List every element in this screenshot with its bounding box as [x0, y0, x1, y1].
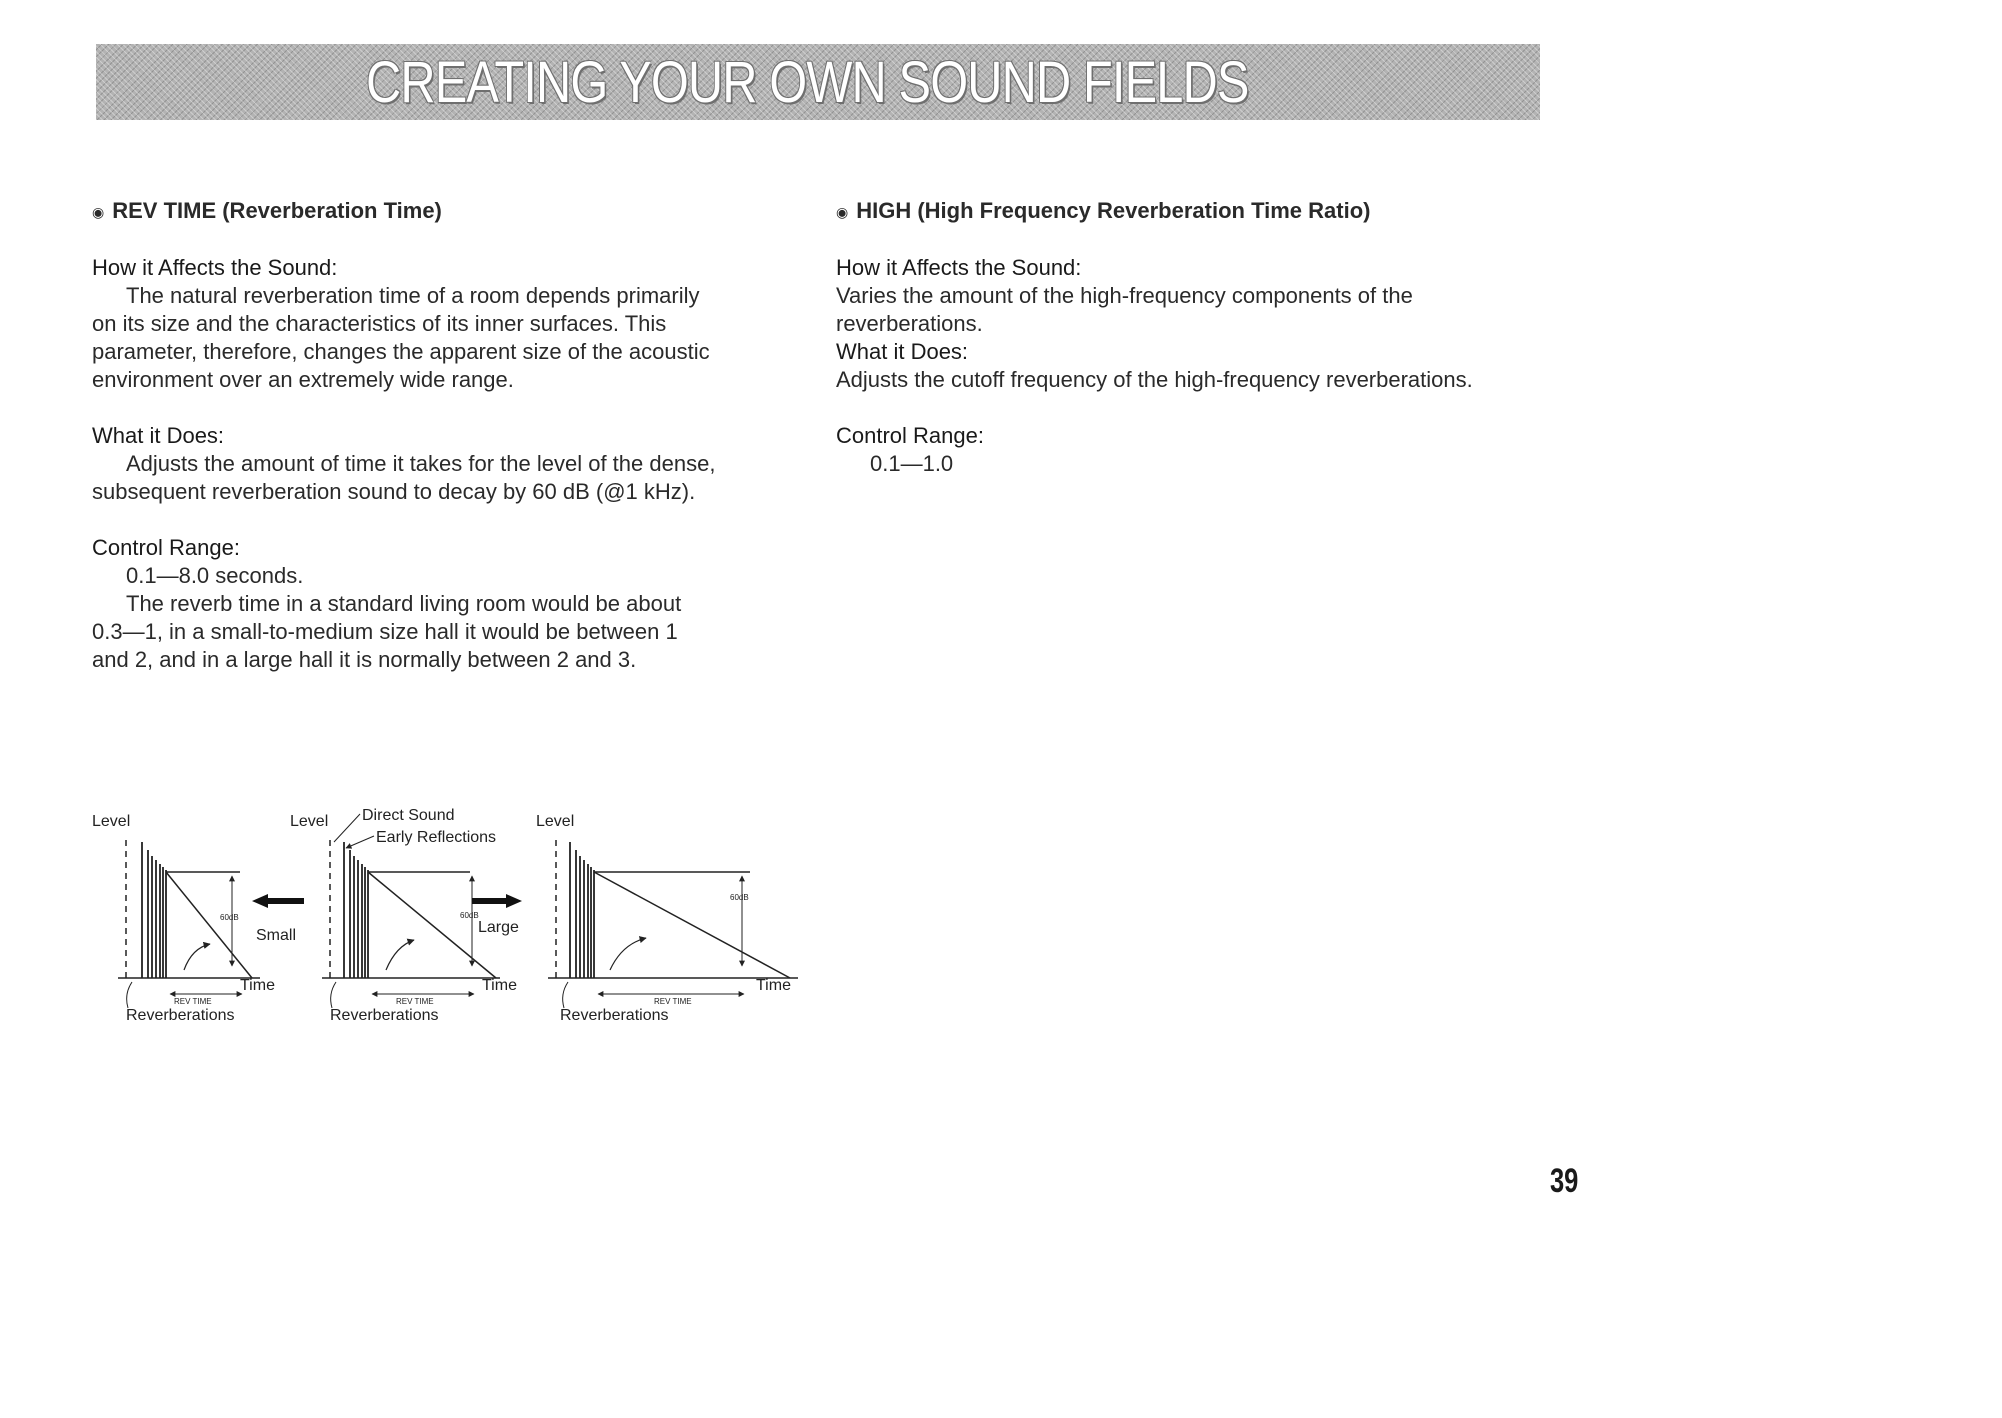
large-label: Large: [478, 919, 519, 936]
high-how-text-line: reverberations.: [836, 311, 983, 336]
reverberations-label: Reverberations: [126, 1007, 235, 1024]
level-label: Level: [92, 813, 131, 830]
bullet-icon: ◉: [836, 204, 849, 221]
small-label: Small: [256, 927, 297, 944]
time-label: Time: [482, 977, 517, 994]
rev-time-label: REV TIME: [174, 997, 212, 1006]
rev-time-label: REV TIME: [396, 997, 434, 1006]
rev-time-section: [92, 196, 792, 674]
high-range-value: 0.1—1.0: [870, 451, 954, 476]
rev-time-what-text-line: Adjusts the amount of time it takes for the level of the dense,: [126, 451, 716, 476]
high-how-text-line: Varies the amount of the high-frequency components of the: [836, 283, 1413, 308]
title-banner: [96, 44, 1540, 120]
rev-time-how-label: How it Affects the Sound:: [92, 255, 338, 280]
time-label: Time: [756, 977, 791, 994]
reverberations-label: Reverberations: [560, 1007, 669, 1024]
level-label: Level: [536, 813, 575, 830]
early-reflections-label: Early Reflections: [376, 829, 497, 846]
rev-time-heading: [92, 196, 792, 226]
db-label: 60dB: [220, 913, 239, 922]
time-label: Time: [240, 977, 275, 994]
high-heading-text: HIGH (High Frequency Reverberation Time Ratio): [856, 198, 1371, 223]
small-room-panel: [92, 813, 296, 1024]
rev-time-label: REV TIME: [654, 997, 692, 1006]
level-label: Level: [290, 813, 329, 830]
rev-time-how-text-line: parameter, therefore, changes the apparent size of the acoustic: [92, 339, 710, 364]
rev-time-note-line: The reverb time in a standard living room would be about: [126, 591, 682, 616]
rev-time-what-label: What it Does:: [92, 423, 225, 448]
rev-time-note-line: and 2, and in a large hall it is normally between 2 and 3.: [92, 647, 637, 672]
bullet-icon: ◉: [92, 204, 105, 221]
arrow-left-icon: [252, 894, 304, 908]
large-room-panel: [536, 813, 798, 1024]
rev-time-range-label: Control Range:: [92, 535, 240, 560]
high-what-text: Adjusts the cutoff frequency of the high-frequency reverberations.: [836, 367, 1473, 392]
high-heading: [836, 196, 1596, 226]
high-how-label: How it Affects the Sound:: [836, 255, 1082, 280]
standard-room-panel: [290, 807, 517, 1024]
high-section: [836, 196, 1596, 478]
rev-time-how-text-line: environment over an extremely wide range.: [92, 367, 514, 392]
high-what-label: What it Does:: [836, 339, 969, 364]
arrow-right-icon: [472, 894, 522, 908]
rev-time-how-text-line: on its size and the characteristics of its inner surfaces. This: [92, 311, 667, 336]
page-title: CREATING YOUR OWN SOUND FIELDS: [366, 50, 1249, 115]
db-label: 60dB: [460, 911, 479, 920]
reverb-decay-diagram: [90, 800, 820, 1030]
high-range-label: Control Range:: [836, 423, 984, 448]
rev-time-heading-text: REV TIME (Reverberation Time): [112, 198, 442, 223]
rev-time-what-text-line: subsequent reverberation sound to decay by 60 dB (@1 kHz).: [92, 479, 696, 504]
db-label: 60dB: [730, 893, 749, 902]
rev-time-note-line: 0.3—1, in a small-to-medium size hall it would be between 1: [92, 619, 678, 644]
rev-time-how-text-line: The natural reverberation time of a room depends primarily: [126, 283, 700, 308]
reverberations-label: Reverberations: [330, 1007, 439, 1024]
rev-time-range-value: 0.1—8.0 seconds.: [126, 563, 304, 588]
page-number: 39: [1550, 1162, 1579, 1200]
direct-sound-label: Direct Sound: [362, 807, 455, 824]
